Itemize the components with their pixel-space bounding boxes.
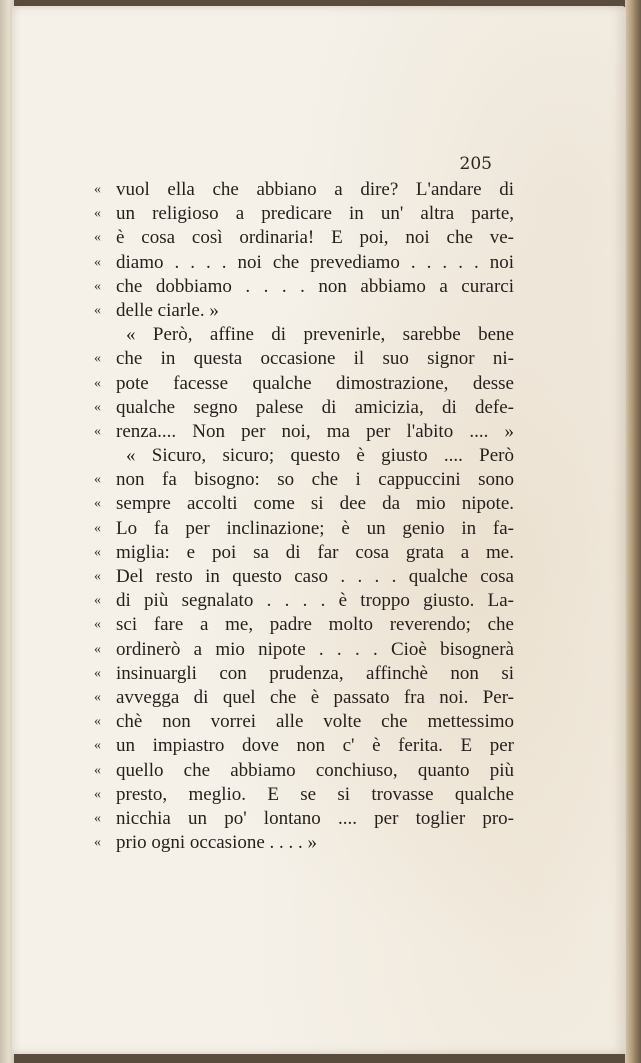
text-line	[94, 565, 514, 589]
text-line	[94, 589, 514, 613]
line-text: non fa bisogno: so che i cappuccini sono	[116, 469, 514, 491]
text-line	[94, 396, 514, 420]
line-text: un impiastro dove non c' è ferita. E per	[116, 735, 514, 757]
quote-mark: «	[94, 617, 101, 633]
text-line	[94, 710, 514, 734]
line-text: pote facesse qualche dimostrazione, desse	[116, 372, 514, 394]
text-line	[94, 541, 514, 565]
quote-mark: «	[94, 810, 101, 826]
quote-mark: «	[94, 689, 101, 705]
quote-mark: «	[94, 593, 101, 609]
line-text: diamo . . . . noi che prevediamo . . . . . noi	[116, 251, 514, 273]
line-text: qualche segno palese di amicizia, di defe-	[116, 396, 514, 418]
line-text: prio ogni occasione . . . . »	[116, 832, 318, 854]
text-line	[94, 202, 514, 226]
line-text: presto, meglio. E se si trovasse qualche	[116, 783, 514, 805]
line-text: sci fare a me, padre molto reverendo; che	[116, 614, 514, 636]
quote-mark: «	[94, 230, 101, 246]
quote-mark: «	[94, 641, 101, 657]
line-text: che in questa occasione il suo signor ni-	[116, 348, 514, 370]
line-text: « Sicuro, sicuro; questo è giusto .... Però	[126, 445, 514, 467]
line-text: sempre accolti come si dee da mio nipote.	[116, 493, 514, 515]
line-text: che dobbiamo . . . . non abbiamo a curarci	[116, 275, 514, 297]
book-page	[12, 6, 626, 1054]
text-line	[94, 178, 514, 202]
text-line	[94, 372, 514, 396]
line-text: miglia: e poi sa di far cosa grata a me.	[116, 541, 514, 563]
quote-mark: «	[94, 254, 101, 270]
quote-mark: «	[94, 182, 101, 197]
text-line	[94, 492, 514, 516]
line-text: quello che abbiamo conchiuso, quanto più	[116, 759, 514, 781]
quote-mark: «	[94, 665, 101, 681]
line-text: chè non vorrei alle volte che mettessimo	[116, 711, 514, 733]
line-text: di più segnalato . . . . è troppo giusto. La-	[116, 590, 514, 612]
text-line	[94, 420, 514, 444]
text-line	[94, 275, 514, 299]
line-text: renza.... Non per noi, ma per l'abito .... »	[116, 420, 514, 442]
text-line	[94, 251, 514, 275]
quote-mark: «	[94, 786, 101, 802]
text-line	[94, 686, 514, 710]
line-text: vuol ella che abbiano a dire? L'andare di	[116, 179, 514, 200]
text-line	[94, 468, 514, 492]
line-text: « Però, affine di prevenirle, sarebbe bene	[126, 324, 514, 346]
text-line	[94, 831, 514, 855]
quote-mark: «	[94, 302, 101, 318]
line-text: ordinerò a mio nipote . . . . Cioè bisognerà	[116, 638, 514, 660]
quote-mark: «	[94, 569, 101, 584]
text-line	[94, 807, 514, 831]
text-line	[94, 347, 514, 371]
text-line	[94, 734, 514, 758]
line-text: insinuargli con prudenza, affinchè non si	[116, 662, 514, 684]
quote-mark: «	[94, 206, 101, 222]
line-text: nicchia un po' lontano .... per toglier pro-	[116, 807, 514, 829]
quote-mark: «	[94, 714, 101, 730]
body-text	[94, 178, 514, 855]
quote-mark: «	[94, 472, 101, 488]
quote-mark: «	[94, 351, 101, 367]
quote-mark: «	[94, 375, 101, 391]
line-text: Del resto in questo caso . . . . qualche cosa	[116, 566, 514, 587]
page-number: 205	[459, 154, 492, 174]
text-line	[94, 226, 514, 250]
quote-mark: «	[94, 544, 101, 560]
line-text: delle ciarle. »	[116, 299, 219, 321]
text-line	[94, 662, 514, 686]
text-line	[94, 323, 514, 347]
quote-mark: «	[94, 278, 101, 294]
text-line	[94, 783, 514, 807]
line-text: è cosa così ordinaria! E poi, noi che ve-	[116, 227, 514, 249]
quote-mark	[94, 323, 116, 347]
book-edge-right	[625, 0, 641, 1063]
text-line	[94, 759, 514, 783]
line-text: avvegga di quel che è passato fra noi. Per-	[116, 686, 514, 708]
line-text: un religioso a predicare in un' altra parte,	[116, 203, 514, 225]
quote-mark: «	[94, 399, 101, 415]
text-line	[94, 299, 514, 323]
quote-mark: «	[94, 738, 101, 754]
text-line	[94, 638, 514, 662]
line-text: Lo fa per inclinazione; è un genio in fa-	[116, 517, 514, 539]
quote-mark: «	[94, 835, 101, 851]
text-line	[94, 517, 514, 541]
text-line	[94, 444, 514, 468]
quote-mark: «	[94, 520, 101, 536]
quote-mark	[94, 444, 116, 468]
text-line	[94, 613, 514, 637]
quote-mark: «	[94, 496, 101, 512]
quote-mark: «	[94, 423, 101, 439]
quote-mark: «	[94, 762, 101, 778]
